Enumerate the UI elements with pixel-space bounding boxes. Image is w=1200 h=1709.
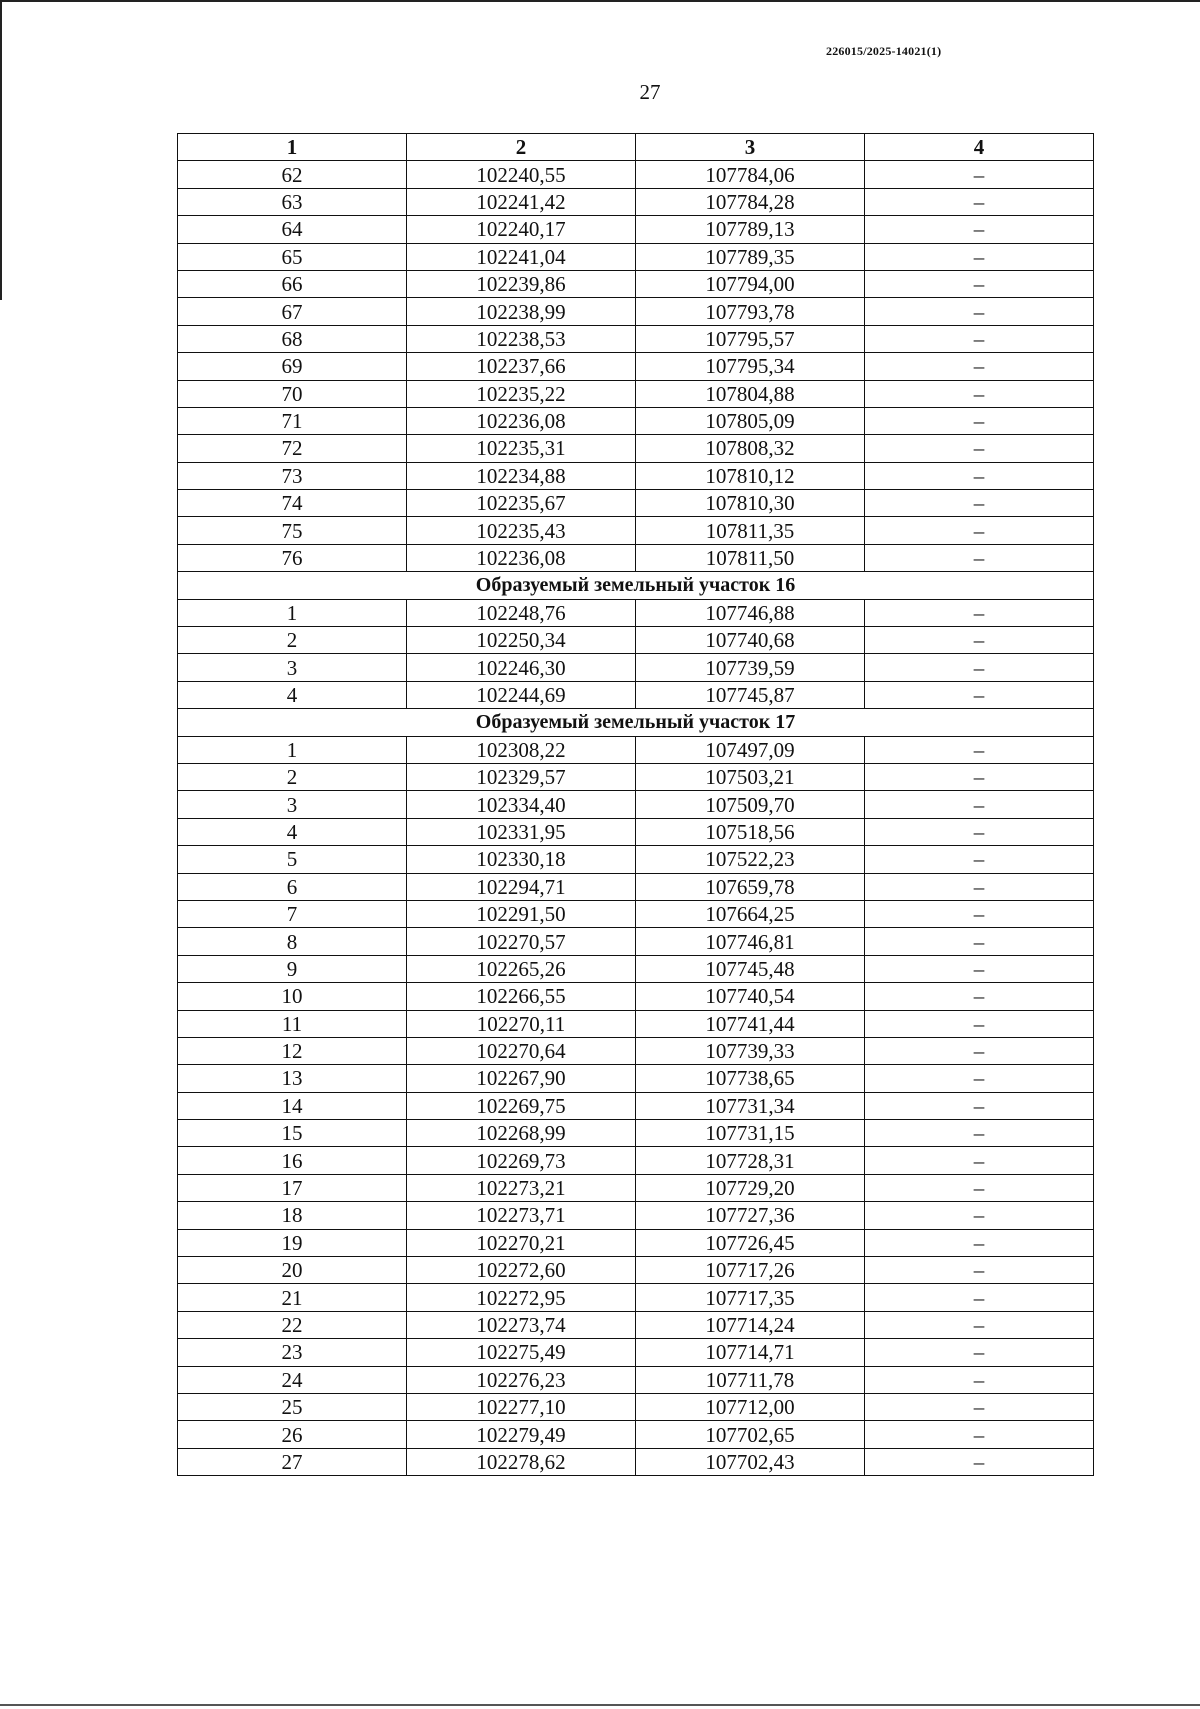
x-coordinate-cell: 102266,55 — [407, 983, 636, 1010]
x-coordinate-cell: 102277,10 — [407, 1393, 636, 1420]
page-number: 27 — [639, 80, 661, 104]
column-4-cell: – — [865, 654, 1094, 681]
point-number-cell: 62 — [178, 161, 407, 188]
x-coordinate-cell: 102235,31 — [407, 435, 636, 462]
point-number-cell: 66 — [178, 270, 407, 297]
y-coordinate-cell: 107664,25 — [636, 900, 865, 927]
column-4-cell: – — [865, 1010, 1094, 1037]
table-row — [178, 1174, 1094, 1201]
y-coordinate-cell: 107714,24 — [636, 1311, 865, 1338]
table-row — [178, 1284, 1094, 1311]
table-row — [178, 1393, 1094, 1420]
column-4-cell: – — [865, 1120, 1094, 1147]
column-4-cell: – — [865, 846, 1094, 873]
x-coordinate-cell: 102250,34 — [407, 627, 636, 654]
column-4-cell: – — [865, 243, 1094, 270]
table-row — [178, 1257, 1094, 1284]
document-id: 226015/2025-14021(1) — [826, 44, 942, 58]
point-number-cell: 6 — [178, 873, 407, 900]
point-number-cell: 3 — [178, 791, 407, 818]
y-coordinate-cell: 107702,65 — [636, 1421, 865, 1448]
y-coordinate-cell: 107740,54 — [636, 983, 865, 1010]
y-coordinate-cell: 107794,00 — [636, 270, 865, 297]
table-row — [178, 763, 1094, 790]
column-4-cell: – — [865, 1065, 1094, 1092]
column-4-cell: – — [865, 188, 1094, 215]
x-coordinate-cell: 102237,66 — [407, 353, 636, 380]
table-row — [178, 900, 1094, 927]
table-row — [178, 1229, 1094, 1256]
column-4-cell: – — [865, 1174, 1094, 1201]
x-coordinate-cell: 102273,71 — [407, 1202, 636, 1229]
table-row — [178, 1448, 1094, 1475]
coordinates-table — [177, 133, 1094, 1476]
point-number-cell: 16 — [178, 1147, 407, 1174]
x-coordinate-cell: 102248,76 — [407, 599, 636, 626]
column-4-cell: – — [865, 435, 1094, 462]
point-number-cell: 70 — [178, 380, 407, 407]
y-coordinate-cell: 107808,32 — [636, 435, 865, 462]
table-row — [178, 928, 1094, 955]
x-coordinate-cell: 102268,99 — [407, 1120, 636, 1147]
column-4-cell: – — [865, 544, 1094, 571]
table-row — [178, 544, 1094, 571]
table-row — [178, 681, 1094, 708]
x-coordinate-cell: 102270,21 — [407, 1229, 636, 1256]
point-number-cell: 63 — [178, 188, 407, 215]
table-row — [178, 407, 1094, 434]
column-4-cell: – — [865, 599, 1094, 626]
y-coordinate-cell: 107811,35 — [636, 517, 865, 544]
table-row — [178, 983, 1094, 1010]
point-number-cell: 15 — [178, 1120, 407, 1147]
y-coordinate-cell: 107727,36 — [636, 1202, 865, 1229]
point-number-cell: 64 — [178, 216, 407, 243]
point-number-cell: 19 — [178, 1229, 407, 1256]
y-coordinate-cell: 107741,44 — [636, 1010, 865, 1037]
table-row — [178, 818, 1094, 845]
x-coordinate-cell: 102291,50 — [407, 900, 636, 927]
column-4-cell: – — [865, 1037, 1094, 1064]
column-4-cell: – — [865, 873, 1094, 900]
point-number-cell: 73 — [178, 462, 407, 489]
x-coordinate-cell: 102275,49 — [407, 1339, 636, 1366]
point-number-cell: 71 — [178, 407, 407, 434]
point-number-cell: 68 — [178, 325, 407, 352]
y-coordinate-cell: 107729,20 — [636, 1174, 865, 1201]
column-4-cell: – — [865, 1147, 1094, 1174]
table-row — [178, 216, 1094, 243]
x-coordinate-cell: 102270,57 — [407, 928, 636, 955]
table-header-row — [178, 134, 1094, 161]
x-coordinate-cell: 102269,73 — [407, 1147, 636, 1174]
x-coordinate-cell: 102236,08 — [407, 544, 636, 571]
column-4-cell: – — [865, 380, 1094, 407]
x-coordinate-cell: 102240,55 — [407, 161, 636, 188]
table-row — [178, 1339, 1094, 1366]
y-coordinate-cell: 107811,50 — [636, 544, 865, 571]
column-4-cell: – — [865, 928, 1094, 955]
column-4-cell: – — [865, 900, 1094, 927]
column-4-cell: – — [865, 1311, 1094, 1338]
y-coordinate-cell: 107659,78 — [636, 873, 865, 900]
y-coordinate-cell: 107702,43 — [636, 1448, 865, 1475]
column-4-cell: – — [865, 983, 1094, 1010]
section-row — [178, 709, 1094, 736]
section-title: Образуемый земельный участок 16 — [178, 572, 1094, 599]
table-row — [178, 1366, 1094, 1393]
y-coordinate-cell: 107810,30 — [636, 490, 865, 517]
table-row — [178, 1037, 1094, 1064]
point-number-cell: 25 — [178, 1393, 407, 1420]
y-coordinate-cell: 107731,15 — [636, 1120, 865, 1147]
x-coordinate-cell: 102330,18 — [407, 846, 636, 873]
x-coordinate-cell: 102236,08 — [407, 407, 636, 434]
column-4-cell: – — [865, 763, 1094, 790]
y-coordinate-cell: 107793,78 — [636, 298, 865, 325]
y-coordinate-cell: 107739,59 — [636, 654, 865, 681]
column-4-cell: – — [865, 1366, 1094, 1393]
y-coordinate-cell: 107795,34 — [636, 353, 865, 380]
column-header-3: 3 — [636, 134, 865, 161]
column-4-cell: – — [865, 1339, 1094, 1366]
table-row — [178, 161, 1094, 188]
x-coordinate-cell: 102234,88 — [407, 462, 636, 489]
table-row — [178, 298, 1094, 325]
x-coordinate-cell: 102265,26 — [407, 955, 636, 982]
table-row — [178, 353, 1094, 380]
point-number-cell: 4 — [178, 681, 407, 708]
column-4-cell: – — [865, 325, 1094, 352]
x-coordinate-cell: 102235,43 — [407, 517, 636, 544]
x-coordinate-cell: 102273,21 — [407, 1174, 636, 1201]
y-coordinate-cell: 107503,21 — [636, 763, 865, 790]
table-row — [178, 243, 1094, 270]
y-coordinate-cell: 107805,09 — [636, 407, 865, 434]
table-row — [178, 1010, 1094, 1037]
point-number-cell: 13 — [178, 1065, 407, 1092]
x-coordinate-cell: 102278,62 — [407, 1448, 636, 1475]
column-4-cell: – — [865, 462, 1094, 489]
point-number-cell: 2 — [178, 627, 407, 654]
point-number-cell: 75 — [178, 517, 407, 544]
column-4-cell: – — [865, 736, 1094, 763]
x-coordinate-cell: 102276,23 — [407, 1366, 636, 1393]
y-coordinate-cell: 107789,13 — [636, 216, 865, 243]
table-row — [178, 1065, 1094, 1092]
table-row — [178, 188, 1094, 215]
table-row — [178, 517, 1094, 544]
y-coordinate-cell: 107728,31 — [636, 1147, 865, 1174]
point-number-cell: 23 — [178, 1339, 407, 1366]
point-number-cell: 26 — [178, 1421, 407, 1448]
column-4-cell: – — [865, 490, 1094, 517]
table-row — [178, 1147, 1094, 1174]
point-number-cell: 1 — [178, 736, 407, 763]
column-4-cell: – — [865, 627, 1094, 654]
point-number-cell: 22 — [178, 1311, 407, 1338]
column-4-cell: – — [865, 1257, 1094, 1284]
y-coordinate-cell: 107795,57 — [636, 325, 865, 352]
y-coordinate-cell: 107518,56 — [636, 818, 865, 845]
x-coordinate-cell: 102241,04 — [407, 243, 636, 270]
scan-edge-top — [0, 0, 1200, 2]
point-number-cell: 10 — [178, 983, 407, 1010]
x-coordinate-cell: 102334,40 — [407, 791, 636, 818]
y-coordinate-cell: 107745,87 — [636, 681, 865, 708]
column-header-4: 4 — [865, 134, 1094, 161]
table-row — [178, 736, 1094, 763]
point-number-cell: 67 — [178, 298, 407, 325]
y-coordinate-cell: 107731,34 — [636, 1092, 865, 1119]
table-row — [178, 1421, 1094, 1448]
point-number-cell: 17 — [178, 1174, 407, 1201]
y-coordinate-cell: 107738,65 — [636, 1065, 865, 1092]
y-coordinate-cell: 107784,06 — [636, 161, 865, 188]
column-4-cell: – — [865, 1092, 1094, 1119]
table-row — [178, 873, 1094, 900]
y-coordinate-cell: 107746,88 — [636, 599, 865, 626]
column-4-cell: – — [865, 955, 1094, 982]
y-coordinate-cell: 107522,23 — [636, 846, 865, 873]
table-row — [178, 1120, 1094, 1147]
point-number-cell: 24 — [178, 1366, 407, 1393]
column-4-cell: – — [865, 791, 1094, 818]
table-row — [178, 462, 1094, 489]
table-row — [178, 627, 1094, 654]
table-row — [178, 325, 1094, 352]
y-coordinate-cell: 107717,26 — [636, 1257, 865, 1284]
point-number-cell: 12 — [178, 1037, 407, 1064]
column-4-cell: – — [865, 1421, 1094, 1448]
x-coordinate-cell: 102270,11 — [407, 1010, 636, 1037]
point-number-cell: 21 — [178, 1284, 407, 1311]
column-4-cell: – — [865, 1284, 1094, 1311]
table-row — [178, 1311, 1094, 1338]
x-coordinate-cell: 102244,69 — [407, 681, 636, 708]
column-4-cell: – — [865, 216, 1094, 243]
x-coordinate-cell: 102272,60 — [407, 1257, 636, 1284]
column-header-2: 2 — [407, 134, 636, 161]
column-4-cell: – — [865, 270, 1094, 297]
point-number-cell: 18 — [178, 1202, 407, 1229]
table-row — [178, 599, 1094, 626]
x-coordinate-cell: 102240,17 — [407, 216, 636, 243]
x-coordinate-cell: 102294,71 — [407, 873, 636, 900]
point-number-cell: 11 — [178, 1010, 407, 1037]
section-title: Образуемый земельный участок 17 — [178, 709, 1094, 736]
x-coordinate-cell: 102331,95 — [407, 818, 636, 845]
point-number-cell: 2 — [178, 763, 407, 790]
column-4-cell: – — [865, 1202, 1094, 1229]
point-number-cell: 3 — [178, 654, 407, 681]
point-number-cell: 76 — [178, 544, 407, 571]
x-coordinate-cell: 102235,22 — [407, 380, 636, 407]
x-coordinate-cell: 102270,64 — [407, 1037, 636, 1064]
point-number-cell: 65 — [178, 243, 407, 270]
column-4-cell: – — [865, 407, 1094, 434]
y-coordinate-cell: 107711,78 — [636, 1366, 865, 1393]
x-coordinate-cell: 102246,30 — [407, 654, 636, 681]
y-coordinate-cell: 107509,70 — [636, 791, 865, 818]
y-coordinate-cell: 107784,28 — [636, 188, 865, 215]
column-4-cell: – — [865, 298, 1094, 325]
table-row — [178, 435, 1094, 462]
point-number-cell: 14 — [178, 1092, 407, 1119]
y-coordinate-cell: 107804,88 — [636, 380, 865, 407]
y-coordinate-cell: 107789,35 — [636, 243, 865, 270]
table-row — [178, 490, 1094, 517]
y-coordinate-cell: 107712,00 — [636, 1393, 865, 1420]
section-row — [178, 572, 1094, 599]
column-4-cell: – — [865, 161, 1094, 188]
table-row — [178, 846, 1094, 873]
x-coordinate-cell: 102235,67 — [407, 490, 636, 517]
y-coordinate-cell: 107745,48 — [636, 955, 865, 982]
table-row — [178, 791, 1094, 818]
table-row — [178, 1092, 1094, 1119]
point-number-cell: 4 — [178, 818, 407, 845]
column-header-1: 1 — [178, 134, 407, 161]
x-coordinate-cell: 102329,57 — [407, 763, 636, 790]
column-4-cell: – — [865, 517, 1094, 544]
table-body — [178, 161, 1094, 1476]
point-number-cell: 69 — [178, 353, 407, 380]
point-number-cell: 9 — [178, 955, 407, 982]
x-coordinate-cell: 102267,90 — [407, 1065, 636, 1092]
table-row — [178, 380, 1094, 407]
point-number-cell: 74 — [178, 490, 407, 517]
point-number-cell: 8 — [178, 928, 407, 955]
y-coordinate-cell: 107726,45 — [636, 1229, 865, 1256]
column-4-cell: – — [865, 353, 1094, 380]
x-coordinate-cell: 102273,74 — [407, 1311, 636, 1338]
scan-edge-left — [0, 0, 2, 300]
table-row — [178, 654, 1094, 681]
x-coordinate-cell: 102272,95 — [407, 1284, 636, 1311]
column-4-cell: – — [865, 1448, 1094, 1475]
x-coordinate-cell: 102239,86 — [407, 270, 636, 297]
x-coordinate-cell: 102269,75 — [407, 1092, 636, 1119]
x-coordinate-cell: 102308,22 — [407, 736, 636, 763]
y-coordinate-cell: 107746,81 — [636, 928, 865, 955]
table-row — [178, 955, 1094, 982]
column-4-cell: – — [865, 1229, 1094, 1256]
scan-edge-bottom — [0, 1704, 1200, 1706]
table-row — [178, 1202, 1094, 1229]
y-coordinate-cell: 107714,71 — [636, 1339, 865, 1366]
column-4-cell: – — [865, 1393, 1094, 1420]
x-coordinate-cell: 102279,49 — [407, 1421, 636, 1448]
point-number-cell: 5 — [178, 846, 407, 873]
point-number-cell: 7 — [178, 900, 407, 927]
x-coordinate-cell: 102241,42 — [407, 188, 636, 215]
y-coordinate-cell: 107810,12 — [636, 462, 865, 489]
point-number-cell: 20 — [178, 1257, 407, 1284]
y-coordinate-cell: 107717,35 — [636, 1284, 865, 1311]
y-coordinate-cell: 107739,33 — [636, 1037, 865, 1064]
x-coordinate-cell: 102238,99 — [407, 298, 636, 325]
y-coordinate-cell: 107497,09 — [636, 736, 865, 763]
x-coordinate-cell: 102238,53 — [407, 325, 636, 352]
table-row — [178, 270, 1094, 297]
point-number-cell: 1 — [178, 599, 407, 626]
y-coordinate-cell: 107740,68 — [636, 627, 865, 654]
column-4-cell: – — [865, 681, 1094, 708]
column-4-cell: – — [865, 818, 1094, 845]
point-number-cell: 72 — [178, 435, 407, 462]
point-number-cell: 27 — [178, 1448, 407, 1475]
